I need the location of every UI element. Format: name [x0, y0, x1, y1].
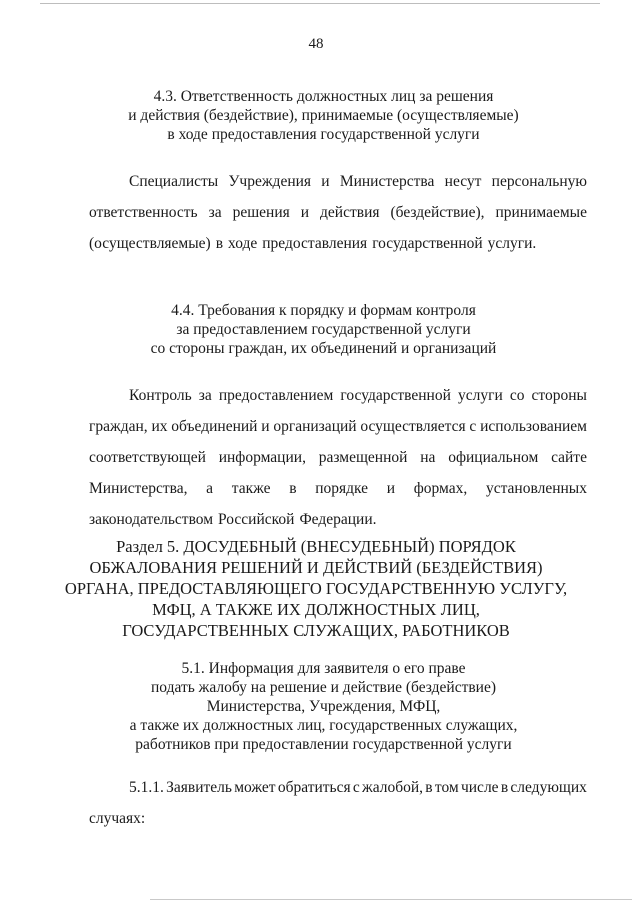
- paragraph-4-4: [89, 380, 587, 535]
- word: обратиться: [277, 779, 351, 796]
- word: предоставления: [262, 235, 368, 252]
- word: ходе: [228, 235, 258, 252]
- word: решения: [232, 204, 290, 221]
- word: следующих: [510, 779, 587, 796]
- word: размещенной: [318, 449, 408, 466]
- paragraph-line: [89, 803, 587, 834]
- word: граждан,: [89, 418, 148, 435]
- word: Российской: [218, 511, 295, 528]
- word: Учреждения: [228, 173, 312, 190]
- word: в: [425, 779, 433, 796]
- word: установленных: [485, 480, 587, 497]
- paragraph-5-1-1: [89, 772, 587, 834]
- heading-line: 4.4. Требования к порядку и формам контроля: [171, 302, 476, 319]
- heading-5-1: [60, 659, 587, 754]
- word: Контроль: [129, 387, 192, 404]
- word: государственной: [340, 387, 451, 404]
- word: с: [352, 779, 360, 796]
- scan-border-top: [40, 3, 600, 4]
- heading-4-3: [60, 87, 587, 144]
- word: принимаемые: [495, 204, 587, 221]
- word: несут: [444, 173, 482, 190]
- word: порядке: [315, 480, 369, 497]
- word: Заявитель: [166, 779, 232, 796]
- section-title-line: Раздел 5. ДОСУДЕБНЫЙ (ВНЕСУДЕБНЫЙ) ПОРЯДОК: [116, 537, 516, 556]
- scan-border-bottom: [150, 899, 632, 900]
- word: персональную: [491, 173, 587, 190]
- heading-line: за предоставлением государственной услуги: [176, 321, 471, 338]
- word: организаций: [273, 418, 357, 435]
- paragraph-line: [89, 772, 587, 803]
- word: 5.1.1.: [129, 779, 164, 796]
- word: на: [420, 449, 436, 466]
- word: Министерства,: [89, 480, 188, 497]
- heading-line: и действия (бездействие), принимаемые (осуществляемые): [128, 107, 519, 124]
- word: а: [206, 480, 214, 497]
- word: услуги: [457, 387, 503, 404]
- section-title-line: ОРГАНА, ПРЕДОСТАВЛЯЮЩЕГО ГОСУДАРСТВЕННУЮ УСЛУГУ,: [64, 579, 568, 598]
- paragraph-line: [89, 197, 587, 228]
- heading-line: работников при предоставлении государственной услуги: [135, 736, 512, 753]
- paragraph-4-3: [89, 166, 587, 259]
- word: объединений: [171, 418, 258, 435]
- heading-line: 5.1. Информация для заявителя о его праве: [181, 660, 466, 677]
- word: в: [289, 480, 297, 497]
- word: и: [321, 173, 330, 190]
- word: также: [231, 480, 271, 497]
- heading-line: а также их должностных лиц, государственных служащих,: [129, 717, 518, 734]
- word: жалобой,: [362, 779, 424, 796]
- word: со: [509, 387, 525, 404]
- paragraph-line: [89, 473, 587, 504]
- word: Федерации.: [299, 511, 377, 528]
- word: и: [300, 204, 310, 221]
- word: в: [500, 779, 509, 796]
- word: использованием: [480, 418, 587, 435]
- word: осуществляется: [360, 418, 466, 435]
- paragraph-line: [89, 228, 587, 259]
- paragraph-line: [89, 411, 587, 442]
- word: официальном: [448, 449, 539, 466]
- word: том: [434, 779, 459, 796]
- page-number: 48: [308, 36, 324, 52]
- word: государственной: [372, 235, 483, 252]
- word: стороны: [531, 387, 587, 404]
- section-5-title: [40, 536, 592, 641]
- word: (бездействие),: [390, 204, 485, 221]
- paragraph-line: [89, 380, 587, 411]
- word: случаях:: [89, 810, 146, 827]
- paragraph-line: [89, 442, 587, 473]
- word: может: [234, 779, 276, 796]
- word: законодательством: [89, 511, 214, 528]
- heading-line: 4.3. Ответственность должностных лиц за решения: [153, 88, 494, 105]
- paragraph-line: [89, 166, 587, 197]
- word: и: [386, 480, 396, 497]
- paragraph-line: [89, 504, 587, 535]
- word: (осуществляемые): [89, 235, 211, 252]
- word: ответственность: [89, 204, 198, 221]
- word: действия: [320, 204, 380, 221]
- section-title-line: МФЦ, А ТАКЖЕ ИХ ДОЛЖНОСТНЫХ ЛИЦ,: [152, 600, 480, 619]
- word: за: [208, 204, 222, 221]
- word: соответствующей: [89, 449, 206, 466]
- word: услуги.: [487, 235, 537, 252]
- word: информации,: [218, 449, 306, 466]
- heading-4-4: [60, 301, 587, 358]
- word: в: [215, 235, 224, 252]
- heading-line: со стороны граждан, их объединений и организаций: [150, 340, 497, 357]
- word: сайте: [551, 449, 587, 466]
- word: числе: [460, 779, 499, 796]
- heading-line: в ходе предоставления государственной услуги: [167, 126, 480, 143]
- section-title-line: ГОСУДАРСТВЕННЫХ СЛУЖАЩИХ, РАБОТНИКОВ: [122, 621, 510, 640]
- word: за: [198, 387, 212, 404]
- word: формах,: [413, 480, 468, 497]
- heading-line: Министерства, Учреждения, МФЦ,: [206, 698, 441, 715]
- word: и: [261, 418, 270, 435]
- word: Специалисты: [129, 173, 219, 190]
- section-title-line: ОБЖАЛОВАНИЯ РЕШЕНИЙ И ДЕЙСТВИЙ (БЕЗДЕЙСТВИЯ): [89, 558, 543, 577]
- word: Министерства: [339, 173, 435, 190]
- word: их: [151, 418, 168, 435]
- word: предоставлением: [218, 387, 334, 404]
- word: с: [469, 418, 477, 435]
- heading-line: подать жалобу на решение и действие (бездействие): [150, 679, 497, 696]
